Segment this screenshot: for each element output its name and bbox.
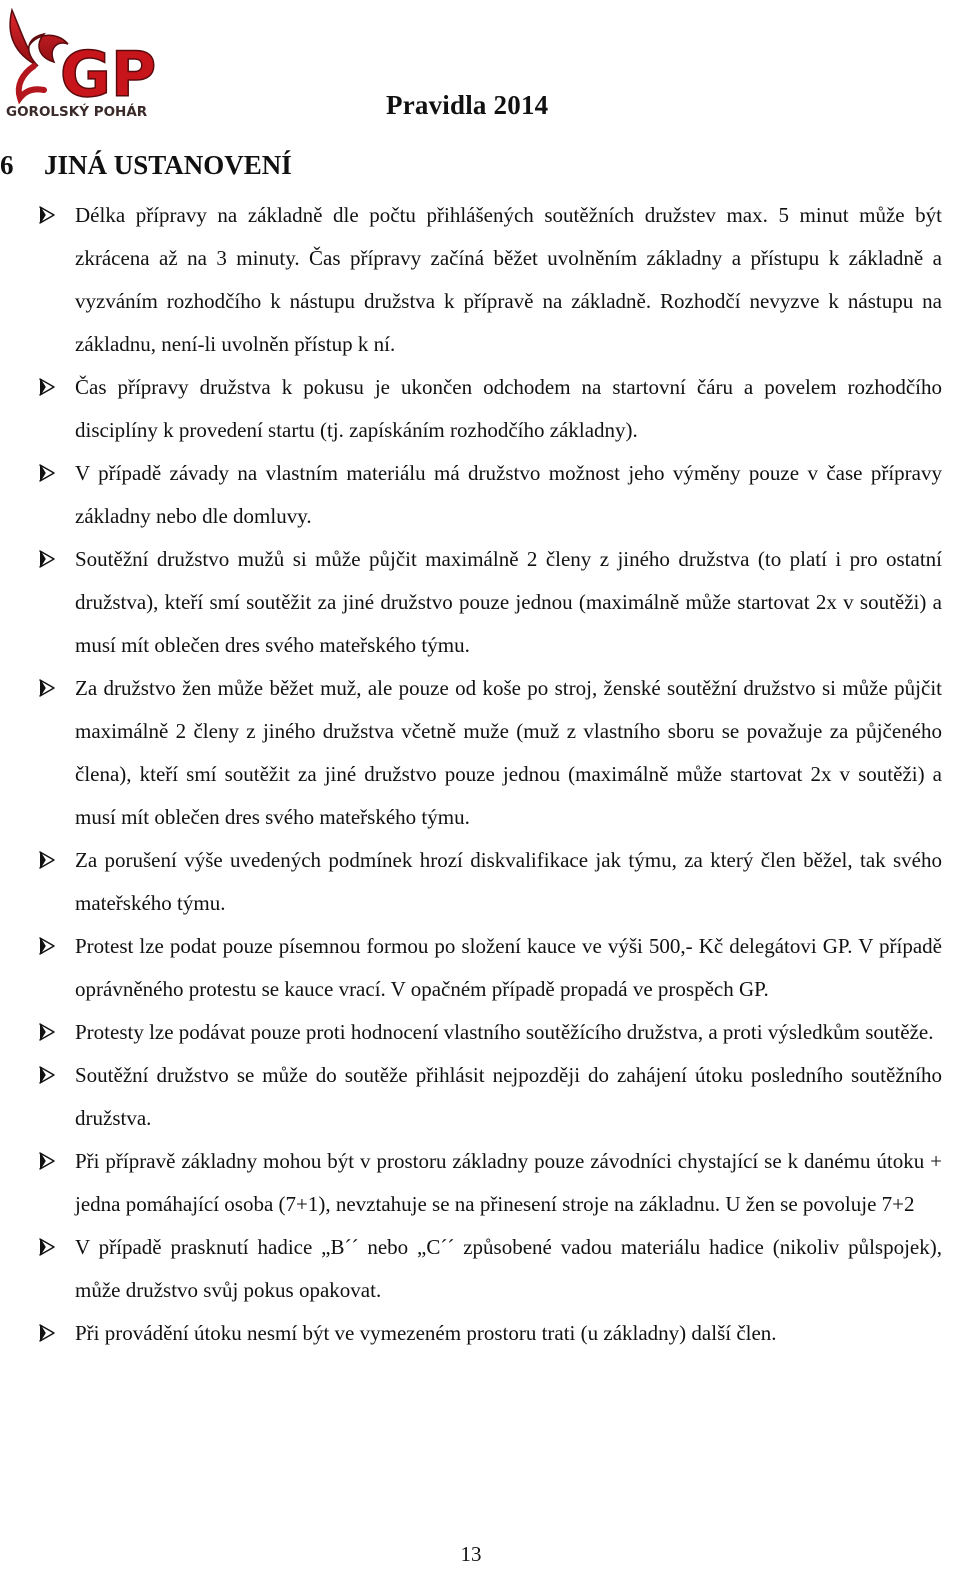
arrowhead-bullet-icon — [38, 1152, 56, 1170]
page-number: 13 — [460, 1542, 482, 1566]
rule-text: Protest lze podat pouze písemnou formou po složení kauce ve výši 500,- Kč delegátovi GP. V případě oprávněného protestu se kauce vrací. V opačném případě propadá ve prospěch GP. — [75, 934, 942, 1001]
rule-item — [0, 839, 942, 925]
rule-item — [0, 1011, 942, 1054]
document-title: Pravidla 2014 — [386, 90, 549, 120]
gorolsky-pohar-logo — [4, 4, 216, 122]
arrowhead-bullet-icon — [38, 851, 56, 869]
svg-text:GP: GP — [60, 38, 157, 111]
arrowhead-bullet-icon — [38, 1238, 56, 1256]
rules-list — [0, 194, 942, 1355]
rule-text: Za porušení výše uvedených podmínek hrozí diskvalifikace jak týmu, za který člen běžel, tak svého mateřského týmu. — [75, 848, 942, 915]
rule-item — [0, 366, 942, 452]
rule-text: Čas přípravy družstva k pokusu je ukončen odchodem na startovní čáru a povelem rozhodčího disciplíny k provedení startu (tj. zapískáním rozhodčího základny). — [75, 375, 942, 442]
svg-text:GOROLSKÝ POHÁR: GOROLSKÝ POHÁR — [6, 104, 148, 120]
rule-text: Soutěžní družstvo mužů si může půjčit maximálně 2 členy z jiného družstva (to platí i pro ostatní družstva), kteří smí soutěžit za jiné družstvo pouze jednou (maximálně může startovat 2x v soutěži) a musí mít oblečen dres svého mateřského týmu. — [75, 547, 942, 657]
arrowhead-bullet-icon — [38, 937, 56, 955]
rule-text: Soutěžní družstvo se může do soutěže přihlásit nejpozději do zahájení útoku posledního soutěžního družstva. — [75, 1063, 942, 1130]
arrowhead-bullet-icon — [38, 206, 56, 224]
rule-item — [0, 1054, 942, 1140]
rule-item — [0, 1312, 942, 1355]
rule-text: Za družstvo žen může běžet muž, ale pouze od koše po stroj, ženské soutěžní družstvo si může půjčit maximálně 2 členy z jiného družstva včetně muže (muž z vlastního sboru se považuje za půjčeného člena), kteří smí soutěžit za jiné družstvo pouze jednou (maximálně může startovat 2x v soutěži) a musí mít oblečen dres svého mateřského týmu. — [75, 676, 942, 829]
rule-item — [0, 538, 942, 667]
arrowhead-bullet-icon — [38, 679, 56, 697]
rule-text: Při provádění útoku nesmí být ve vymezeném prostoru trati (u základny) další člen. — [75, 1321, 777, 1345]
section-number: 6 — [0, 150, 14, 180]
rule-text: V případě prasknutí hadice „B´´ nebo „C´´ způsobené vadou materiálu hadice (nikoliv půlspojek), může družstvo svůj pokus opakovat. — [75, 1235, 942, 1302]
arrowhead-bullet-icon — [38, 550, 56, 568]
rule-item — [0, 925, 942, 1011]
section-heading — [0, 150, 292, 181]
arrowhead-bullet-icon — [38, 1324, 56, 1342]
arrowhead-bullet-icon — [38, 378, 56, 396]
arrowhead-bullet-icon — [38, 1023, 56, 1041]
rule-item — [0, 452, 942, 538]
arrowhead-bullet-icon — [38, 1066, 56, 1084]
rule-text: V případě závady na vlastním materiálu má družstvo možnost jeho výměny pouze v čase přípravy základny nebo dle domluvy. — [75, 461, 942, 528]
arrowhead-bullet-icon — [38, 464, 56, 482]
rule-text: Při přípravě základny mohou být v prostoru základny pouze závodníci chystající se k danému útoku + jedna pomáhající osoba (7+1), nevztahuje se na přinesení stroje na základnu. U žen se povoluje 7+2 — [75, 1149, 942, 1216]
rule-item — [0, 1140, 942, 1226]
rule-item — [0, 194, 942, 366]
rule-item — [0, 667, 942, 839]
rule-text: Délka přípravy na základně dle počtu přihlášených soutěžních družstev max. 5 minut může být zkrácena až na 3 minuty. Čas přípravy začíná běžet uvolněním základny a přístupu k základně a vyzváním rozhodčího k nástupu družstva k přípravě na základně. Rozhodčí nevyzve k nástupu na základnu, není-li uvolněn přístup k ní. — [75, 203, 942, 356]
rule-item — [0, 1226, 942, 1312]
section-title: JINÁ USTANOVENÍ — [44, 150, 292, 180]
rule-text: Protesty lze podávat pouze proti hodnocení vlastního soutěžícího družstva, a proti výsledkům soutěže. — [75, 1020, 934, 1044]
